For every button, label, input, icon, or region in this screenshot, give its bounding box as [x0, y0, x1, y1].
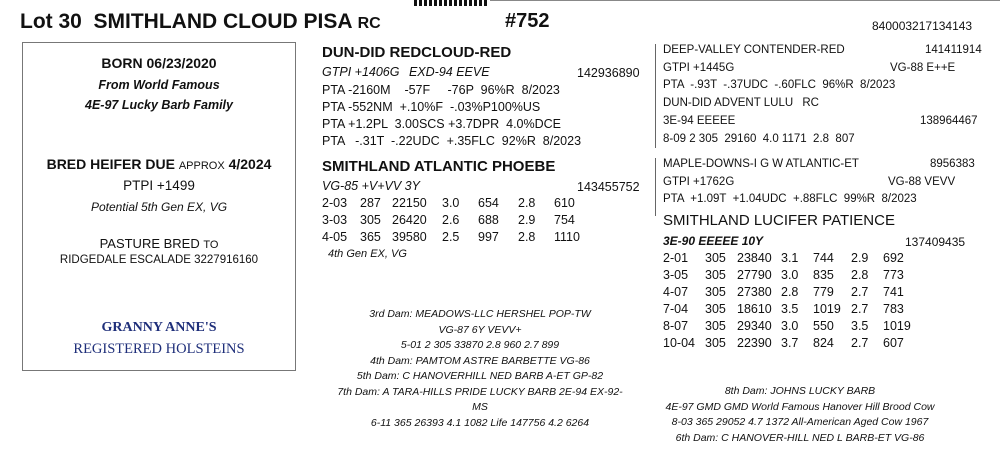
third-dam: 3rd Dam: MEADOWS-LLC HERSHEL POP-TW	[369, 308, 591, 320]
cell: 22390	[737, 336, 772, 350]
cell: 754	[554, 213, 575, 227]
bred-status-text: BRED HEIFER DUE	[46, 156, 175, 172]
cell: 2-01	[663, 251, 689, 265]
cell: 27790	[737, 268, 772, 282]
sires-dam-rc: RC	[802, 97, 819, 109]
fifth-dam: 5th Dam: C HANOVERHILL NED BARB A-ET GP-82	[356, 370, 604, 382]
cell: 654	[478, 196, 499, 210]
cell: 824	[813, 336, 834, 350]
to-text: TO	[203, 239, 219, 251]
ptpi: PTPI +1499	[123, 178, 195, 193]
dams-sire-reg: 8956383	[930, 158, 975, 170]
sires-sire-pta: PTA -.93T -.37UDC -.60FLC 96%R 8/2023	[663, 79, 896, 91]
cell: 305	[705, 319, 726, 333]
eighth-dam-record: 8-03 365 29052 4.7 1372 All-American Aged Cow 1967	[671, 416, 929, 428]
sire-name: DUN-DID REDCLOUD-RED	[322, 44, 512, 61]
sire-pta-1: PTA -2160M -57F -76P 96%R 8/2023	[322, 83, 560, 97]
from-line-1: From World Famous	[98, 78, 220, 92]
cell: 305	[705, 251, 726, 265]
sire-pta-4: PTA -.31T -.22UDC +.35FLC 92%R 8/2023	[322, 134, 582, 148]
cell: 3.0	[442, 196, 460, 210]
dams-sire-pta: PTA +1.09T +1.04UDC +.88FLC 99%R 8/2023	[663, 193, 917, 205]
cell: 607	[883, 336, 904, 350]
cell: 305	[705, 285, 726, 299]
table-row	[322, 229, 584, 246]
sires-dam-class: 3E-94 EEEEE	[663, 115, 736, 127]
cell: 3.0	[781, 268, 799, 282]
due-date: 4/2024	[228, 156, 272, 172]
cell: 365	[360, 230, 381, 244]
sire-gtpi-line	[322, 65, 490, 79]
right-dams	[640, 384, 960, 446]
cell: 8-07	[663, 319, 689, 333]
sire-gtpi: GTPI +1406G	[322, 65, 400, 79]
dam-records-table	[322, 195, 584, 246]
sires-sire-gtpi: GTPI +1445G	[663, 62, 735, 74]
logo-line-1: GRANNY ANNE'S	[101, 320, 217, 335]
third-dam-record: 5-01 2 305 33870 2.8 960 2.7 899	[400, 339, 560, 351]
seventh-dam: 7th Dam: A TARA-HILLS PRIDE LUCKY BARB 2E-94 EX-92-	[337, 385, 623, 398]
dams-sire-class: VG-88 VEVV	[888, 176, 956, 188]
cell: 2.8	[781, 285, 799, 299]
sires-dam-name-text: DUN-DID ADVENT LULU	[663, 97, 794, 109]
dam-class: VG-85 +V+VV 3Y	[322, 179, 420, 193]
sires-dam-name	[663, 97, 819, 109]
cell: 2.7	[851, 302, 869, 316]
cell: 3.7	[781, 336, 799, 350]
cell: 3.0	[781, 319, 799, 333]
born-date: BORN 06/23/2020	[101, 55, 217, 71]
seventh-dam-record: 6-11 365 26393 4.1 1082 Life 147756 4.2 6264	[370, 416, 590, 429]
hash-number: #752	[505, 10, 550, 32]
cell: 2.9	[851, 251, 869, 265]
pasture-bred-text: PASTURE BRED	[99, 236, 200, 251]
cell: 39580	[392, 230, 427, 244]
dams-dam-reg: 137409435	[905, 235, 966, 249]
cell: 2.8	[851, 268, 869, 282]
dam-note: 4th Gen EX, VG	[328, 248, 407, 260]
cell: 3.5	[781, 302, 799, 316]
sires-dam-reg: 138964467	[920, 115, 978, 127]
table-row	[322, 195, 584, 212]
cell: 741	[883, 285, 904, 299]
lot-title	[20, 10, 381, 34]
table-row	[663, 267, 915, 284]
divider-dam	[655, 158, 656, 216]
table-row	[663, 301, 915, 318]
cell: 783	[883, 302, 904, 316]
potential: Potential 5th Gen EX, VG	[90, 200, 228, 214]
cell: 3.5	[851, 319, 869, 333]
cell: 550	[813, 319, 834, 333]
cell: 1019	[813, 302, 841, 316]
dams-sire-name: MAPLE-DOWNS-I G W ATLANTIC-ET	[663, 158, 859, 170]
cell: 2.5	[442, 230, 460, 244]
cell: 23840	[737, 251, 772, 265]
dams-dam-name: SMITHLAND LUCIFER PATIENCE	[663, 212, 895, 229]
cell: 305	[705, 302, 726, 316]
dam-reg: 143455752	[577, 180, 640, 194]
cell: 1019	[883, 319, 911, 333]
lower-dams	[310, 307, 650, 431]
rc-tag: RC	[357, 15, 381, 32]
cell: 3.1	[781, 251, 799, 265]
cell: 305	[705, 336, 726, 350]
sires-dam-record: 8-09 2 305 29160 4.0 1171 2.8 807	[663, 133, 855, 145]
cell: 7-04	[663, 302, 689, 316]
cell: 1110	[554, 230, 580, 244]
cell: 305	[705, 268, 726, 282]
cell: 2.8	[518, 196, 536, 210]
cell: 688	[478, 213, 499, 227]
seventh-dam-cont: MS	[472, 401, 488, 413]
cell: 3-03	[322, 213, 348, 227]
cell: 22150	[392, 196, 427, 210]
cell: 835	[813, 268, 834, 282]
cell: 2.6	[442, 213, 460, 227]
table-row	[663, 284, 915, 301]
cell: 997	[478, 230, 499, 244]
fourth-dam: 4th Dam: PAMTOM ASTRE BARBETTE VG-86	[370, 354, 590, 367]
cell: 610	[554, 196, 575, 210]
dams-sire-gtpi: GTPI +1762G	[663, 176, 735, 188]
sire-reg: 142936890	[577, 66, 640, 80]
cell: 2.7	[851, 285, 869, 299]
eighth-dam: 8th Dam: JOHNS LUCKY BARB	[724, 385, 876, 397]
cell: 692	[883, 251, 904, 265]
from-line-2: 4E-97 Lucky Barb Family	[85, 98, 233, 112]
cell: 2-03	[322, 196, 348, 210]
sire-class: EXD-94 EEVE	[408, 65, 490, 79]
sixth-dam: 6th Dam: C HANOVER-HILL NED L BARB-ET VG-86	[675, 431, 925, 444]
sires-sire-class: VG-88 E++E	[890, 62, 956, 74]
cell: 2.7	[851, 336, 869, 350]
cell: 305	[360, 213, 381, 227]
lot-number: Lot 30	[20, 10, 82, 33]
cell: 779	[813, 285, 834, 299]
service-sire: RIDGEDALE ESCALADE 3227916160	[59, 254, 259, 266]
animal-name: SMITHLAND CLOUD PISA	[93, 10, 352, 33]
table-row	[663, 250, 915, 267]
info-box	[22, 42, 296, 371]
top-decoration	[414, 0, 489, 6]
eighth-dam-class: 4E-97 GMD GMD World Famous Hanover Hill Brood Cow	[665, 400, 935, 413]
bred-status	[23, 156, 295, 172]
cell: 29340	[737, 319, 772, 333]
cell: 18610	[737, 302, 772, 316]
top-rule	[490, 0, 1000, 1]
dams-dam-class: 3E-90 EEEEE 10Y	[663, 234, 764, 248]
logo-line-2: REGISTERED HOLSTEINS	[73, 341, 245, 357]
table-row	[322, 212, 584, 229]
dam-name: SMITHLAND ATLANTIC PHOEBE	[322, 158, 556, 175]
cell: 10-04	[663, 336, 695, 350]
pasture-bred	[23, 236, 295, 251]
table-row	[663, 335, 915, 352]
sires-sire-name: DEEP-VALLEY CONTENDER-RED	[663, 44, 845, 56]
approx-text: APPROX	[178, 160, 225, 172]
cell: 26420	[392, 213, 427, 227]
sire-pta-2: PTA -552NM +.10%F -.03%P100%US	[322, 100, 541, 114]
third-dam-class: VG-87 6Y VEVV+	[438, 323, 522, 336]
cell: 2.9	[518, 213, 536, 227]
cell: 744	[813, 251, 834, 265]
registration-id: 840003217134143	[872, 19, 973, 33]
cell: 4-05	[322, 230, 348, 244]
cell: 3-05	[663, 268, 689, 282]
dams-dam-records-table	[663, 250, 915, 352]
sires-sire-reg: 141411914	[925, 44, 982, 56]
cell: 4-07	[663, 285, 689, 299]
cell: 27380	[737, 285, 772, 299]
sire-pta-3: PTA +1.2PL 3.00SCS +3.7DPR 4.0%DCE	[322, 117, 562, 131]
table-row	[663, 318, 915, 335]
divider-sire	[655, 44, 656, 148]
cell: 773	[883, 268, 904, 282]
cell: 287	[360, 196, 381, 210]
cell: 2.8	[518, 230, 536, 244]
